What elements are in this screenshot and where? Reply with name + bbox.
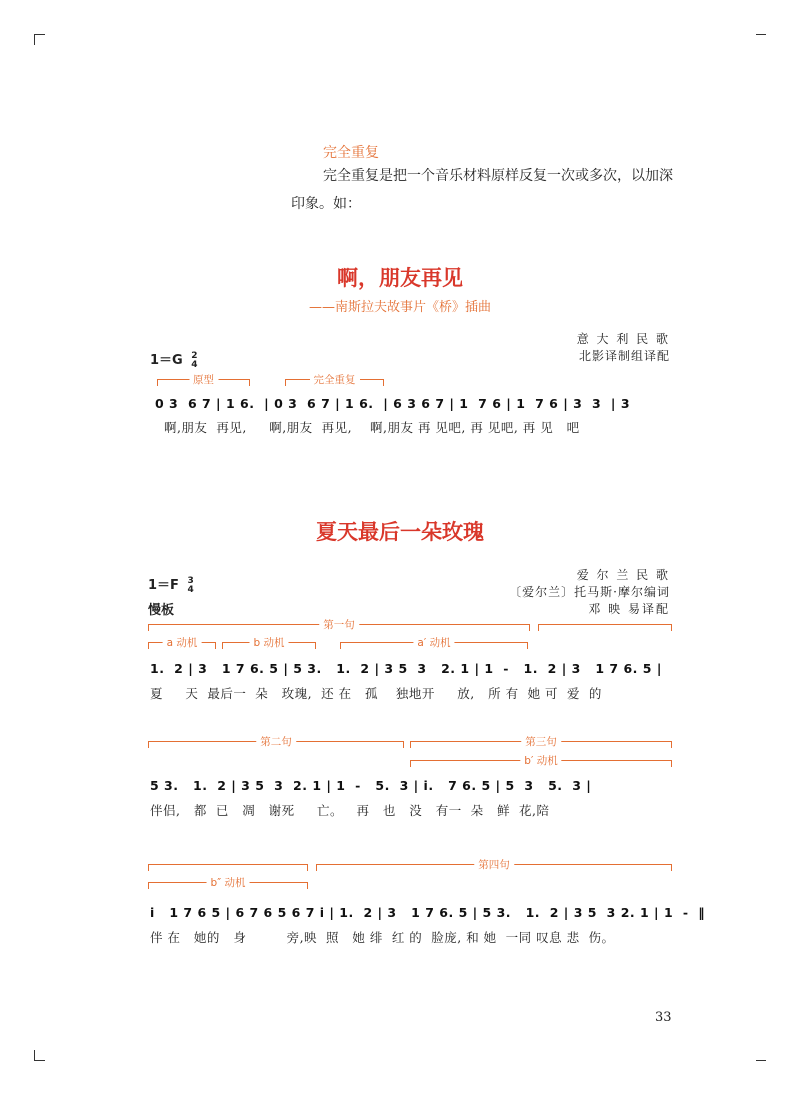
song2-motive-b-label: b 动机 — [249, 635, 288, 650]
song2-time-signature — [187, 577, 193, 595]
song1-bracket-prototype — [157, 374, 250, 386]
song1-key-signature — [150, 349, 198, 370]
song1-prototype-label: 原型 — [189, 372, 218, 387]
song2-key: 1＝F — [148, 578, 179, 593]
song2-tempo: 慢板 — [148, 602, 175, 618]
song1-credit-translator: 北影译制组译配 — [578, 349, 670, 363]
song2-phrase1-label: 第一句 — [319, 617, 359, 632]
song2-motive-a-bracket — [148, 637, 216, 649]
paragraph-line-1: 完全重复是把一个音乐材料原样反复一次或多次，以加深 — [323, 168, 673, 184]
song2-phrase3-label: 第三句 — [521, 734, 561, 749]
song2-phrase4-label: 第四句 — [474, 857, 514, 872]
song2-row2-lyrics: 伴侣, 都 已 凋 谢死 亡。 再 也 没 有一 朵 鲜 花,陪 — [150, 803, 550, 818]
song2-title: 夏天最后一朵玫瑰 — [316, 519, 484, 544]
song2-motive-b-bracket — [222, 637, 316, 649]
page-number: 33 — [655, 1010, 672, 1025]
song1-credit-origin: 意 大 利 民 歌 — [576, 332, 670, 346]
crop-mark-bottom-right — [756, 1060, 766, 1071]
song1-subtitle: ——南斯拉夫故事片《桥》插曲 — [308, 300, 491, 315]
song2-motive-a1-label: a′ 动机 — [413, 635, 454, 650]
song2-phrase2-start-bracket — [538, 624, 672, 625]
song2-phrase1-bracket — [148, 619, 530, 631]
song2-motive-b2-label: b″ 动机 — [207, 875, 250, 890]
crop-mark-bottom-left — [34, 1050, 45, 1061]
song2-phrase4-bracket — [316, 859, 672, 871]
crop-mark-top-left — [34, 34, 45, 45]
paragraph-line-2: 印象。如： — [291, 196, 361, 212]
song2-phrase2-bracket — [148, 736, 404, 748]
section-paragraph — [291, 162, 691, 218]
song2-row3-lyrics: 伴 在 她的 身 旁,映 照 她 绯 红 的 脸庞, 和 她 一同 叹息 悲 伤。 — [150, 930, 615, 945]
song1-lyrics: 啊,朋友 再见, 啊,朋友 再见, 啊,朋友 再 见吧, 再 见吧, 再 见 吧 — [155, 420, 580, 435]
song2-motive-b2-bracket — [148, 877, 308, 889]
song1-time-signature — [191, 352, 197, 370]
song1-bracket-repeat — [285, 374, 384, 386]
song1-notes: 0 3 6 7 | 1 6. | 0 3 6 7 | 1 6. | 6 3 6 7 | 1 7 6 | 1 7 6 | 3 3 | 3 — [155, 396, 631, 411]
song2-row1-notes: 1. 2 | 3 1 7 6. 5 | 5 3. 1. 2 | 3 5 3 2. 1 | 1 - 1. 2 | 3 1 7 6. 5 | — [150, 661, 662, 676]
song1-credit — [577, 330, 670, 364]
song2-motive-a-label: a 动机 — [163, 635, 202, 650]
song2-credit-translator: 邓 映 易译配 — [588, 602, 670, 616]
song2-credit — [509, 566, 670, 617]
song2-row1-lyrics: 夏 天 最后一 朵 玫瑰, 还 在 孤 独地开 放, 所 有 她 可 爱 的 — [150, 686, 602, 701]
song2-key-signature — [148, 574, 194, 618]
song2-motive-b1-label: b′ 动机 — [520, 753, 561, 768]
song2-row3-notes: i 1 7 6 5 | 6 7 6 5 6 7 i | 1. 2 | 3 1 7 6. 5 | 5 3. 1. 2 | 3 5 3 2. 1 | 1 - ‖ — [150, 905, 706, 920]
crop-mark-top-right — [756, 34, 766, 45]
song2-phrase2-label: 第二句 — [256, 734, 296, 749]
song2-credit-origin: 爱 尔 兰 民 歌 — [576, 568, 670, 582]
song1-repeat-label: 完全重复 — [310, 372, 360, 387]
song1-title: 啊，朋友再见 — [337, 265, 463, 290]
song2-time-bottom: 4 — [187, 584, 194, 595]
song2-motive-b1-bracket — [410, 755, 672, 767]
song2-row2-notes: 5 3. 1. 2 | 3 5 3 2. 1 | 1 - 5. 3 | i. 7 6. 5 | 5 3 5. 3 | — [150, 778, 592, 793]
section-heading: 完全重复 — [323, 145, 379, 161]
song1-time-top: 2 — [191, 350, 198, 361]
song2-phrase3-end-bracket — [148, 864, 308, 865]
song1-key: 1＝G — [150, 353, 183, 368]
song2-credit-lyricist: 〔爱尔兰〕托马斯·摩尔编词 — [509, 585, 670, 599]
song2-time-top: 3 — [187, 575, 194, 586]
song2-motive-a1-bracket — [340, 637, 528, 649]
song1-time-bottom: 4 — [191, 359, 198, 370]
song2-phrase3-bracket — [410, 736, 672, 748]
